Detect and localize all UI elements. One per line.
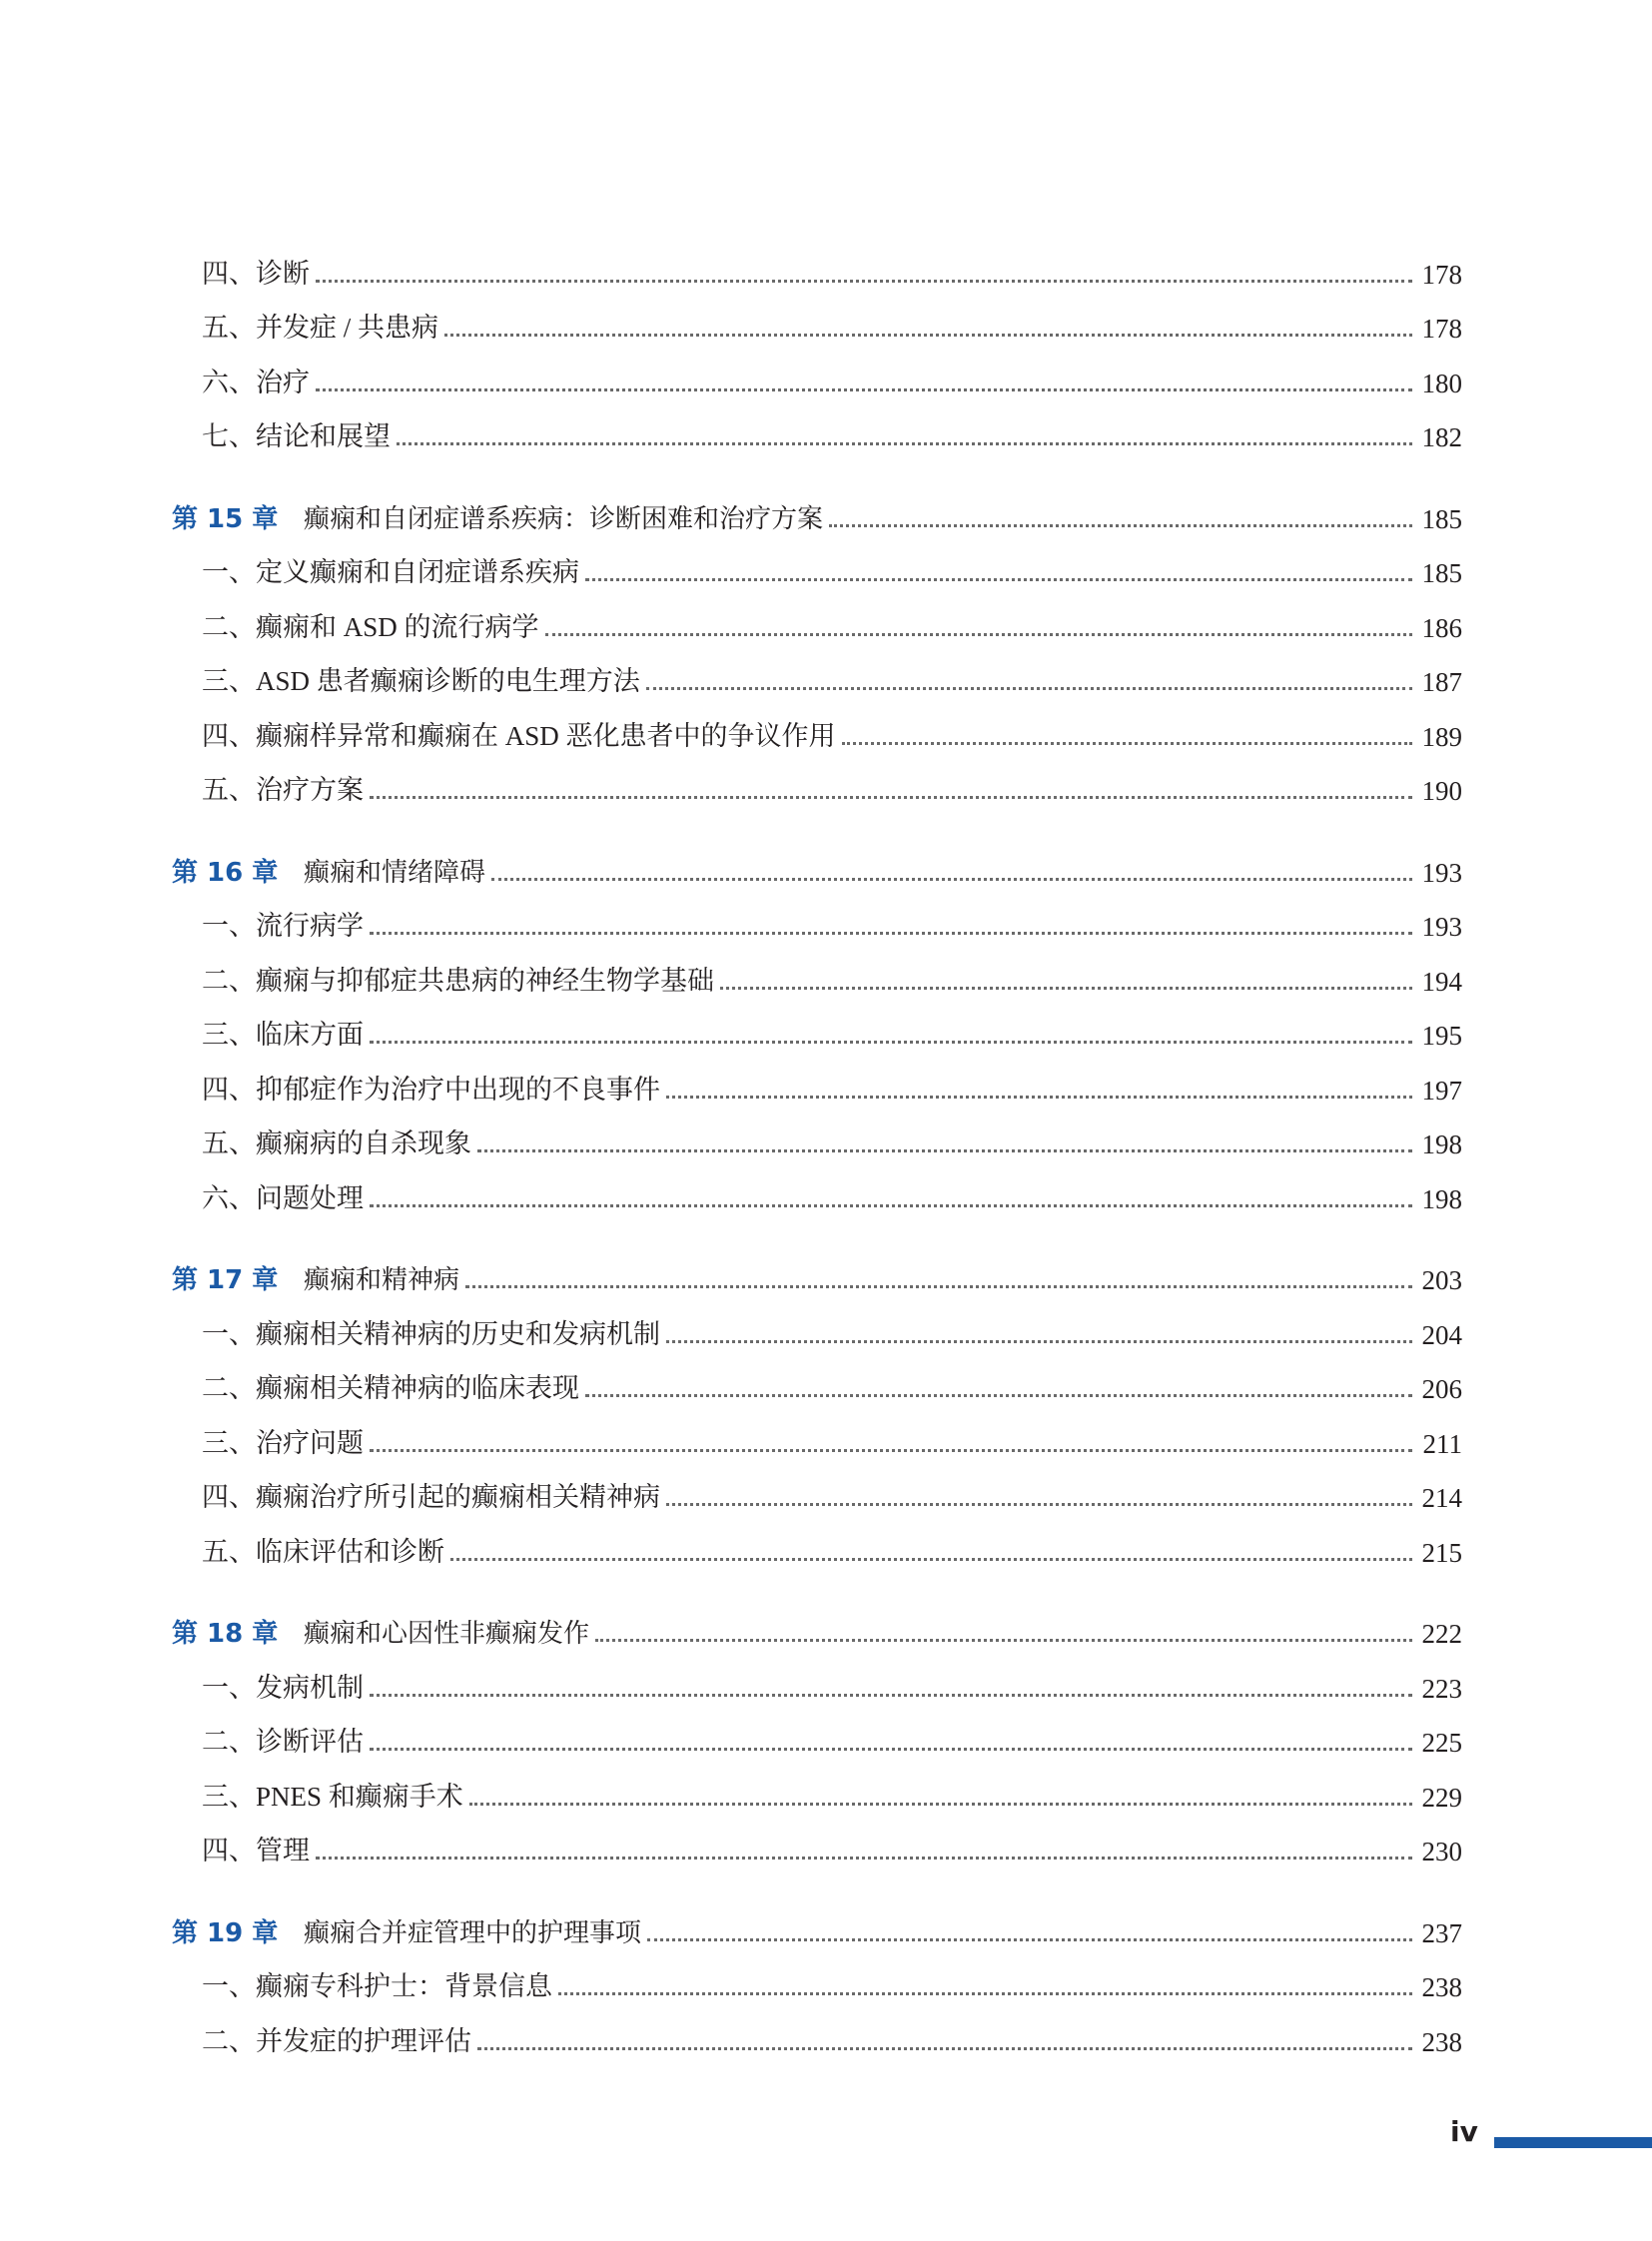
toc-entry-page: 223 <box>1421 1673 1462 1704</box>
toc-entry-title: 四、诊断 <box>202 258 310 289</box>
toc-entry-title: 三、ASD 患者癫痫诊断的电生理方法 <box>202 666 640 696</box>
toc-entry-page: 178 <box>1421 259 1462 290</box>
toc-entry-title: 二、并发症的护理评估 <box>202 2025 471 2056</box>
chapter-title: 癫痫合并症管理中的护理事项 <box>304 1917 642 1948</box>
dot-leader <box>450 1558 1412 1561</box>
toc-entry-page: 187 <box>1421 667 1462 697</box>
dot-leader <box>316 1857 1412 1860</box>
toc-entry-section[interactable] <box>172 1296 1462 1351</box>
toc-entry-section[interactable] <box>172 535 1462 590</box>
dot-leader <box>370 1041 1412 1044</box>
toc-entry-title: 四、抑郁症作为治疗中出现的不良事件 <box>202 1074 660 1105</box>
toc-entry-title: 二、癫痫与抑郁症共患病的神经生物学基础 <box>202 965 714 996</box>
toc-entry-title: 四、管理 <box>202 1836 310 1866</box>
toc-entry-page: 185 <box>1421 503 1462 534</box>
toc-entry-title: 二、癫痫和 ASD 的流行病学 <box>202 611 539 642</box>
toc-entry-page: 222 <box>1421 1619 1462 1649</box>
toc-entry-page: 206 <box>1421 1374 1462 1404</box>
toc-entry-page: 238 <box>1421 1972 1462 2002</box>
dot-leader <box>545 633 1412 636</box>
dot-leader <box>370 1748 1412 1751</box>
toc-entry-section[interactable] <box>172 291 1462 346</box>
toc-entry-title: 三、PNES 和癫痫手术 <box>202 1781 463 1812</box>
toc-entry-title: 二、诊断评估 <box>202 1727 364 1757</box>
toc-entry-page: 203 <box>1421 1265 1462 1295</box>
chapter-label: 第 17 章 <box>172 1265 279 1295</box>
chapter-label: 第 15 章 <box>172 503 279 534</box>
dot-leader <box>585 578 1412 581</box>
toc-entry-page: 198 <box>1421 1129 1462 1159</box>
toc-entry-title: 五、治疗方案 <box>202 775 364 805</box>
dot-leader <box>370 1694 1412 1697</box>
dot-leader <box>370 796 1412 799</box>
dot-leader <box>477 1149 1412 1152</box>
toc-entry-page: 193 <box>1421 912 1462 942</box>
toc-entry-title: 七、结论和展望 <box>202 421 391 451</box>
toc-entry-chapter-16[interactable] <box>172 834 1462 889</box>
dot-leader <box>465 1285 1412 1288</box>
toc-entry-page: 230 <box>1421 1837 1462 1867</box>
toc-entry-title: 一、流行病学 <box>202 911 364 941</box>
dot-leader <box>444 334 1412 337</box>
toc-entry-title: 三、治疗问题 <box>202 1427 364 1458</box>
toc-entry-page: 178 <box>1421 314 1462 344</box>
toc-entry-title: 五、癫痫病的自杀现象 <box>202 1128 471 1158</box>
toc-entry-title: 一、癫痫专科护士：背景信息 <box>202 1971 552 2001</box>
toc-entry-page: 198 <box>1421 1183 1462 1214</box>
toc-entry-title: 一、发病机制 <box>202 1672 364 1703</box>
chapter-label: 第 19 章 <box>172 1917 279 1948</box>
dot-leader <box>842 742 1412 745</box>
toc-entry-title: 五、临床评估和诊断 <box>202 1536 444 1567</box>
toc-entry-title: 六、治疗 <box>202 367 310 397</box>
page-number: iv <box>1450 2115 1478 2148</box>
dot-leader <box>477 2047 1412 2050</box>
toc-entry-section[interactable] <box>172 998 1462 1053</box>
table-of-contents <box>172 236 1462 2058</box>
dot-leader <box>316 280 1412 283</box>
toc-entry-page: 225 <box>1421 1728 1462 1758</box>
toc-entry-section[interactable] <box>172 1514 1462 1569</box>
dot-leader <box>370 1449 1412 1452</box>
dot-leader <box>666 1340 1412 1343</box>
toc-entry-page: 197 <box>1421 1075 1462 1106</box>
chapter-title: 癫痫和自闭症谱系疾病：诊断困难和治疗方案 <box>304 503 824 534</box>
toc-entry-page: 229 <box>1421 1782 1462 1813</box>
toc-entry-page: 195 <box>1421 1021 1462 1051</box>
toc-entry-title: 四、癫痫治疗所引起的癫痫相关精神病 <box>202 1482 660 1512</box>
toc-entry-title: 五、并发症 / 共患病 <box>202 313 439 343</box>
toc-entry-section[interactable] <box>172 1460 1462 1515</box>
toc-entry-section[interactable] <box>172 698 1462 753</box>
toc-entry-section[interactable] <box>172 1949 1462 2004</box>
chapter-label: 第 16 章 <box>172 857 279 888</box>
toc-entry-title: 一、癫痫相关精神病的历史和发病机制 <box>202 1318 660 1349</box>
toc-entry-page: 180 <box>1421 368 1462 398</box>
toc-entry-chapter-18[interactable] <box>172 1596 1462 1651</box>
toc-entry-page: 186 <box>1421 612 1462 643</box>
toc-entry-section[interactable] <box>172 1160 1462 1215</box>
toc-entry-page: 185 <box>1421 558 1462 588</box>
toc-entry-title: 二、癫痫相关精神病的临床表现 <box>202 1373 579 1403</box>
toc-entry-section[interactable] <box>172 753 1462 808</box>
toc-entry-section[interactable] <box>172 1705 1462 1760</box>
dot-leader <box>585 1394 1412 1397</box>
toc-entry-section[interactable] <box>172 1052 1462 1107</box>
toc-entry-page: 238 <box>1421 2026 1462 2057</box>
dot-leader <box>647 1938 1412 1941</box>
chapter-title: 癫痫和精神病 <box>304 1265 460 1295</box>
toc-entry-section[interactable] <box>172 943 1462 998</box>
toc-entry-page: 237 <box>1421 1917 1462 1948</box>
toc-entry-page: 189 <box>1421 721 1462 752</box>
dot-leader <box>646 687 1412 690</box>
toc-entry-section[interactable] <box>172 1650 1462 1705</box>
dot-leader <box>558 1992 1412 1995</box>
toc-entry-page: 182 <box>1421 422 1462 452</box>
toc-entry-section[interactable] <box>172 1405 1462 1460</box>
dot-leader <box>316 388 1412 391</box>
toc-entry-section[interactable] <box>172 889 1462 944</box>
toc-entry-title: 一、定义癫痫和自闭症谱系疾病 <box>202 557 579 587</box>
toc-entry-page: 193 <box>1421 857 1462 888</box>
toc-entry-section[interactable] <box>172 399 1462 454</box>
dot-leader <box>829 524 1412 527</box>
toc-entry-section[interactable] <box>172 644 1462 699</box>
toc-entry-title: 三、临床方面 <box>202 1020 364 1050</box>
footer-accent-bar <box>1494 2137 1652 2148</box>
dot-leader <box>370 932 1412 935</box>
dot-leader <box>720 987 1412 990</box>
toc-entry-page: 211 <box>1422 1428 1462 1459</box>
toc-entry-page: 194 <box>1421 966 1462 997</box>
toc-entry-page: 214 <box>1421 1483 1462 1513</box>
toc-entry-chapter-19[interactable] <box>172 1894 1462 1949</box>
dot-leader <box>666 1503 1412 1506</box>
toc-entry-chapter-15[interactable] <box>172 480 1462 535</box>
toc-entry-title: 四、癫痫样异常和癫痫在 ASD 恶化患者中的争议作用 <box>202 720 836 751</box>
toc-entry-section[interactable] <box>172 1351 1462 1406</box>
toc-entry-page: 190 <box>1421 776 1462 806</box>
toc-entry-section[interactable] <box>172 1759 1462 1814</box>
toc-entry-section[interactable] <box>172 589 1462 644</box>
toc-entry-section[interactable] <box>172 345 1462 399</box>
toc-entry-title: 六、问题处理 <box>202 1182 364 1213</box>
chapter-label: 第 18 章 <box>172 1619 279 1649</box>
toc-entry-chapter-17[interactable] <box>172 1242 1462 1297</box>
dot-leader <box>491 878 1412 881</box>
dot-leader <box>397 442 1412 445</box>
dot-leader <box>469 1803 1412 1806</box>
chapter-title: 癫痫和心因性非癫痫发作 <box>304 1619 590 1649</box>
toc-entry-section[interactable] <box>172 1107 1462 1161</box>
toc-entry-section[interactable] <box>172 1814 1462 1868</box>
toc-entry-page: 215 <box>1421 1537 1462 1568</box>
chapter-title: 癫痫和情绪障碍 <box>304 857 486 888</box>
dot-leader <box>666 1096 1412 1099</box>
dot-leader <box>595 1639 1412 1642</box>
toc-entry-section[interactable] <box>172 236 1462 291</box>
dot-leader <box>370 1204 1412 1207</box>
toc-entry-section[interactable] <box>172 2003 1462 2058</box>
toc-entry-page: 204 <box>1421 1319 1462 1350</box>
